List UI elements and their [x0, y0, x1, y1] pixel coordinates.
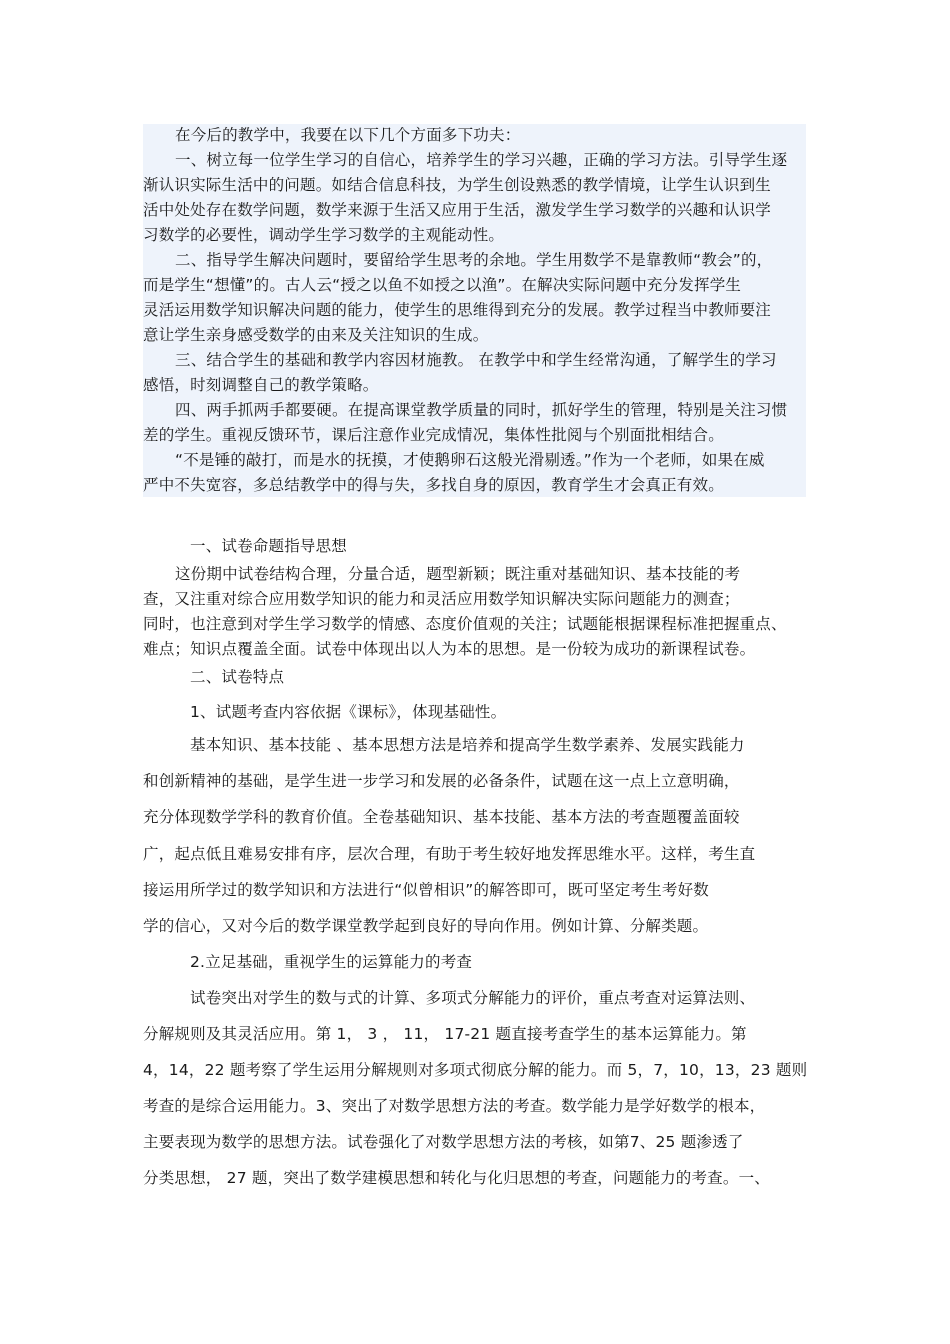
body-line: 学的信心，又对今后的数学课堂教学起到良好的导向作用。例如计算、分解类题。: [143, 917, 709, 935]
body-line: 分类思想， 27 题，突出了数学建模思想和转化与化归思想的考查，问题能力的考查。一、: [143, 1169, 770, 1187]
intro-line: 在今后的教学中，我要在以下几个方面多下功夫：: [175, 126, 521, 144]
body-line: 充分体现数学学科的教育价值。全卷基础知识、基本技能、基本方法的考查题覆盖面较: [143, 808, 740, 826]
body-line: 这份期中试卷结构合理，分量合适，题型新颖；既注重对基础知识、基本技能的考: [175, 565, 741, 583]
section-heading: 二、试卷特点: [190, 668, 285, 686]
intro-line: 而是学生“想懂”的。古人云“授之以鱼不如授之以渔”。在解决实际问题中充分发挥学生: [143, 276, 742, 294]
intro-line: 二、指导学生解决问题时，要留给学生思考的余地。学生用数学不是靠教师“教会”的，: [175, 251, 773, 269]
body-line: 难点；知识点覆盖全面。试卷中体现出以人为本的思想。是一份较为成功的新课程试卷。: [143, 640, 756, 658]
body-line: 查，又注重对综合应用数学知识的能力和灵活应用数学知识解决实际问题能力的测查；: [143, 590, 740, 608]
body-line: 接运用所学过的数学知识和方法进行“似曾相识”的解答即可，既可坚定考生考好数: [143, 881, 709, 899]
intro-line: 差的学生。重视反馈环节，课后注意作业完成情况，集体性批阅与个别面批相结合。: [143, 426, 724, 444]
intro-line: 四、两手抓两手都要硬。在提高课堂教学质量的同时，抓好学生的管理，特别是关注习惯: [175, 401, 788, 419]
intro-line: 意让学生亲身感受数学的由来及关注知识的生成。: [143, 326, 489, 344]
body-line: 分解规则及其灵活应用。第 1， 3 ， 11， 17-21 题直接考查学生的基本运算能力。第: [143, 1025, 747, 1043]
body-line: 考查的是综合运用能力。3、突出了对数学思想方法的考查。数学能力是学好数学的根本，: [143, 1097, 766, 1115]
subsection-heading: 1、试题考查内容依据《课标》，体现基础性。: [190, 703, 507, 721]
intro-line: 渐认识实际生活中的问题。如结合信息科技，为学生创设熟悉的教学情境，让学生认识到生: [143, 176, 772, 194]
intro-line: 灵活运用数学知识解决问题的能力，使学生的思维得到充分的发展。教学过程当中教师要注: [143, 301, 772, 319]
intro-line: “不是锤的敲打，而是水的抚摸，才使鹅卵石这般光滑剔透。”作为一个老师，如果在威: [175, 451, 765, 469]
body-line: 同时，也注意到对学生学习数学的情感、态度价值观的关注；试题能根据课程标准把握重点、: [143, 615, 787, 633]
body-line: 试卷突出对学生的数与式的计算、多项式分解能力的评价，重点考查对运算法则、: [190, 989, 756, 1007]
body-line: 广，起点低且难易安排有序，层次合理，有助于考生较好地发挥思维水平。这样，考生直: [143, 845, 756, 863]
intro-line: 三、结合学生的基础和教学内容因材施教。 在教学中和学生经常沟通，了解学生的学习: [175, 351, 777, 369]
body-line: 4，14，22 题考察了学生运用分解规则对多项式彻底分解的能力。而 5，7，10，13，23 题则: [143, 1061, 808, 1079]
body-line: 和创新精神的基础，是学生进一步学习和发展的必备条件，试题在这一点上立意明确，: [143, 772, 740, 790]
subsection-heading: 2.立足基础，重视学生的运算能力的考查: [190, 953, 473, 971]
section-heading: 一、试卷命题指导思想: [190, 537, 348, 555]
body-line: 主要表现为数学的思想方法。试卷强化了对数学思想方法的考核，如第7、25 题渗透了: [143, 1133, 744, 1151]
intro-line: 一、树立每一位学生学习的自信心，培养学生的学习兴趣，正确的学习方法。引导学生逐: [175, 151, 788, 169]
intro-line: 活中处处存在数学问题，数学来源于生活又应用于生活，激发学生学习数学的兴趣和认识学: [143, 201, 772, 219]
intro-line: 习数学的必要性，调动学生学习数学的主观能动性。: [143, 226, 505, 244]
intro-line: 感悟，时刻调整自己的教学策略。: [143, 376, 379, 394]
body-line: 基本知识、基本技能 、基本思想方法是培养和提高学生数学素养、发展实践能力: [190, 736, 745, 754]
intro-line: 严中不失宽容，多总结教学中的得与失，多找自身的原因，教育学生才会真正有效。: [143, 476, 724, 494]
